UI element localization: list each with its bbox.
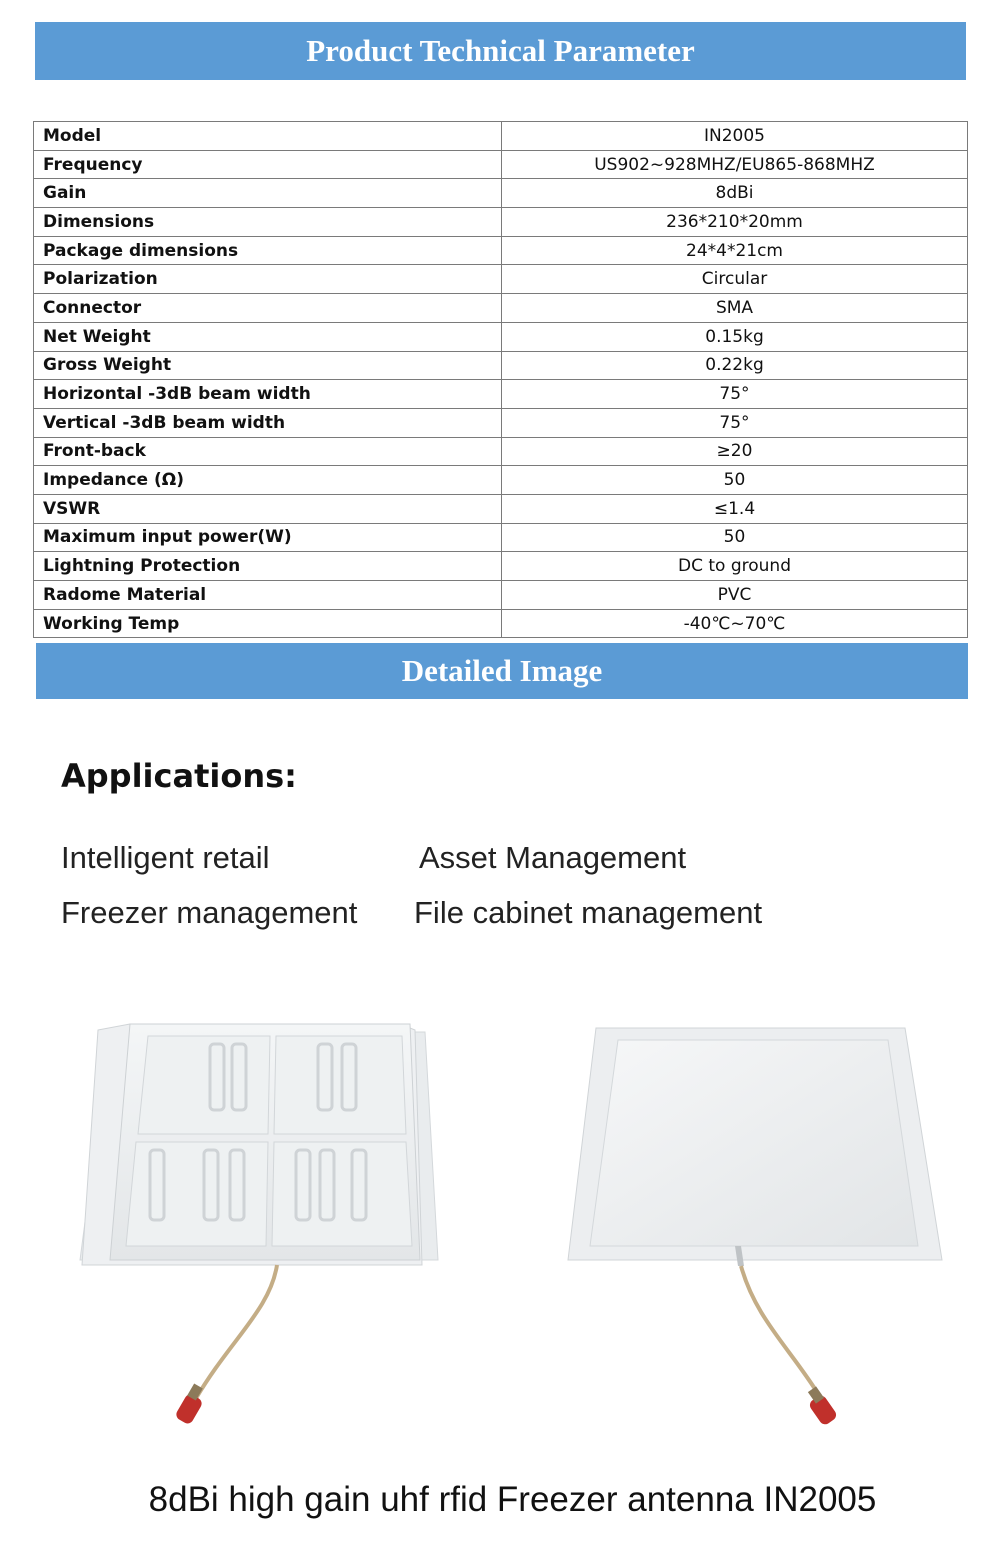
spec-label: VSWR: [34, 494, 502, 523]
section-banner-technical: [35, 22, 966, 80]
spec-value: 75°: [502, 408, 968, 437]
spec-row: [34, 494, 968, 523]
spec-value: ≥20: [502, 437, 968, 466]
application-item: Intelligent retail: [61, 840, 270, 875]
spec-value: 236*210*20mm: [502, 208, 968, 237]
spec-row: [34, 322, 968, 351]
spec-row: [34, 294, 968, 323]
spec-value: 0.22kg: [502, 351, 968, 380]
spec-label: Impedance (Ω): [34, 466, 502, 495]
spec-value: DC to ground: [502, 552, 968, 581]
spec-label: Frequency: [34, 150, 502, 179]
spec-label: Radome Material: [34, 581, 502, 610]
spec-value: ≤1.4: [502, 494, 968, 523]
application-item: Freezer management: [61, 895, 358, 930]
spec-value: 0.15kg: [502, 322, 968, 351]
spec-row: [34, 609, 968, 638]
spec-value: SMA: [502, 294, 968, 323]
spec-value: 8dBi: [502, 179, 968, 208]
spec-value: 75°: [502, 380, 968, 409]
antenna-back-image: [70, 1010, 460, 1440]
product-caption: 8dBi high gain uhf rfid Freezer antenna IN2005: [148, 1480, 877, 1519]
spec-value: US902~928MHZ/EU865-868MHZ: [502, 150, 968, 179]
spec-label: Maximum input power(W): [34, 523, 502, 552]
spec-value: -40℃~70℃: [502, 609, 968, 638]
spec-row: [34, 351, 968, 380]
spec-row: [34, 523, 968, 552]
spec-row: [34, 150, 968, 179]
spec-label: Model: [34, 122, 502, 151]
applications-heading: Applications:: [61, 757, 297, 795]
application-item: Asset Management: [419, 840, 687, 875]
spec-label: Connector: [34, 294, 502, 323]
spec-label: Working Temp: [34, 609, 502, 638]
spec-row: [34, 380, 968, 409]
spec-label: Dimensions: [34, 208, 502, 237]
section-banner-detail: [36, 643, 968, 699]
spec-row: [34, 179, 968, 208]
spec-label: Net Weight: [34, 322, 502, 351]
spec-label: Package dimensions: [34, 236, 502, 265]
spec-table: [33, 121, 968, 638]
antenna-front-image: [560, 1020, 955, 1440]
section-title: Detailed Image: [401, 653, 603, 688]
spec-label: Front-back: [34, 437, 502, 466]
spec-row: [34, 466, 968, 495]
spec-value: 50: [502, 523, 968, 552]
spec-label: Gain: [34, 179, 502, 208]
spec-label: Vertical -3dB beam width: [34, 408, 502, 437]
spec-row: [34, 265, 968, 294]
spec-value: IN2005: [502, 122, 968, 151]
section-title: Product Technical Parameter: [306, 33, 695, 68]
spec-value: 24*4*21cm: [502, 236, 968, 265]
application-item: File cabinet management: [414, 895, 763, 930]
spec-label: Gross Weight: [34, 351, 502, 380]
spec-label: Lightning Protection: [34, 552, 502, 581]
spec-row: [34, 208, 968, 237]
spec-row: [34, 236, 968, 265]
spec-value: 50: [502, 466, 968, 495]
spec-label: Polarization: [34, 265, 502, 294]
spec-row: [34, 408, 968, 437]
spec-row: [34, 552, 968, 581]
spec-row: [34, 122, 968, 151]
spec-row: [34, 437, 968, 466]
spec-value: PVC: [502, 581, 968, 610]
spec-row: [34, 581, 968, 610]
spec-value: Circular: [502, 265, 968, 294]
spec-label: Horizontal -3dB beam width: [34, 380, 502, 409]
